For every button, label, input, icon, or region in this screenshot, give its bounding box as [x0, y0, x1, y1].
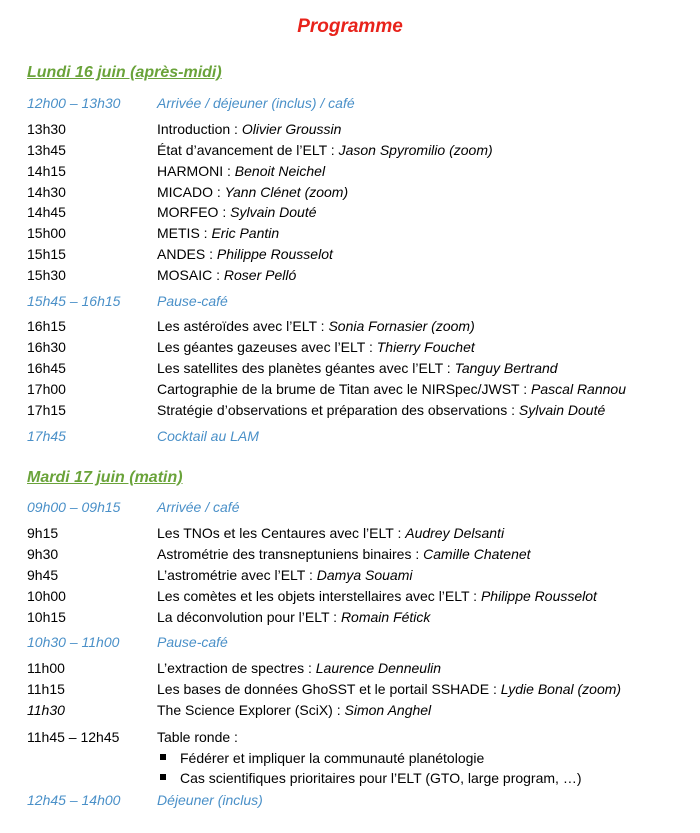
row-title: Cocktail au LAM [157, 428, 259, 444]
row-time: 10h15 [27, 609, 66, 625]
row-title: Les géantes gazeuses avec l’ELT : [157, 339, 377, 355]
row-speaker: Romain Fétick [340, 609, 431, 625]
row-description [157, 523, 504, 543]
row-time: 12h45 – 14h00 [27, 792, 121, 808]
bullet-icon [160, 754, 166, 760]
row-speaker: Sonia Fornasier (zoom) [328, 318, 475, 334]
row-speaker: Yann Clénet (zoom) [224, 184, 349, 200]
day-heading: Mardi 17 juin (matin) [27, 469, 183, 486]
row-title: MORFEO : [157, 204, 231, 220]
row-description [157, 223, 279, 243]
row-description [157, 291, 228, 311]
bullet-icon [160, 774, 166, 780]
row-speaker: Simon Anghel [344, 702, 432, 718]
row-title: Les comètes et les objets interstellaires avec l’ELT : [157, 588, 481, 604]
bullet-item [160, 768, 581, 788]
row-time: 17h45 [27, 428, 66, 444]
row-speaker: Sylvain Douté [230, 204, 317, 220]
row-time: 15h45 – 16h15 [27, 293, 121, 309]
row-title: Pause-café [157, 634, 228, 650]
row-title: HARMONI : [157, 163, 235, 179]
row-title: MICADO : [157, 184, 225, 200]
row-description [157, 244, 333, 264]
row-description [157, 658, 441, 678]
row-title: Les astéroïdes avec l’ELT : [157, 318, 329, 334]
row-title: MOSAIC : [157, 267, 224, 283]
row-speaker: Damya Souami [316, 567, 413, 583]
row-time: 11h45 – 12h45 [27, 729, 120, 745]
row-description [157, 400, 605, 420]
row-time: 14h15 [27, 163, 66, 179]
row-description [157, 379, 626, 399]
row-description [157, 119, 341, 139]
row-time: 10h00 [27, 588, 66, 604]
row-time: 10h30 – 11h00 [27, 634, 120, 650]
row-description [157, 358, 558, 378]
row-description [157, 182, 348, 202]
row-description [157, 565, 412, 585]
row-title: Cartographie de la brume de Titan avec le NIRSpec/JWST : [157, 381, 532, 397]
row-title: Arrivée / café [157, 499, 240, 515]
row-time: 9h15 [27, 525, 59, 541]
row-speaker: Philippe Rousselot [216, 246, 333, 262]
row-time: 17h15 [27, 402, 66, 418]
row-speaker: Sylvain Douté [518, 402, 606, 418]
row-description [157, 607, 430, 627]
row-title: Déjeuner (inclus) [157, 792, 263, 808]
row-speaker: Olivier Groussin [241, 121, 342, 137]
row-description [157, 586, 597, 606]
row-title: METIS : [157, 225, 212, 241]
row-description [157, 161, 325, 181]
row-speaker: Thierry Fouchet [376, 339, 475, 355]
row-time: 16h30 [27, 339, 66, 355]
row-title: Astrométrie des transneptuniens binaires : [157, 546, 424, 562]
row-speaker: Jason Spyromilio (zoom) [338, 142, 493, 158]
row-title: Stratégie d’observations et préparation des observations : [157, 402, 519, 418]
row-speaker: Philippe Rousselot [480, 588, 597, 604]
row-time: 16h45 [27, 360, 66, 376]
row-title: L’extraction de spectres : [157, 660, 316, 676]
row-description [157, 497, 239, 517]
row-speaker: Roser Pelló [223, 267, 297, 283]
row-title: Les satellites des planètes géantes avec l’ELT : [157, 360, 455, 376]
row-description [157, 265, 296, 285]
row-time: 9h30 [27, 546, 59, 562]
row-title: ANDES : [157, 246, 217, 262]
row-time: 11h15 [27, 681, 65, 697]
row-title: The Science Explorer (SciX) : [157, 702, 345, 718]
row-speaker: Camille Chatenet [423, 546, 531, 562]
row-speaker: Eric Pantin [211, 225, 280, 241]
row-title: Arrivée / déjeuner (inclus) / café [157, 95, 355, 111]
row-time: 17h00 [27, 381, 66, 397]
row-speaker: Pascal Rannou [531, 381, 626, 397]
bullet-text: Fédérer et impliquer la communauté planétologie [180, 750, 485, 766]
row-description [157, 727, 238, 747]
row-speaker: Tanguy Bertrand [454, 360, 558, 376]
row-description [157, 632, 228, 652]
row-description [157, 202, 317, 222]
row-speaker: Audrey Delsanti [405, 525, 505, 541]
bullet-item [160, 748, 484, 768]
row-time: 13h45 [27, 142, 66, 158]
row-description [157, 316, 475, 336]
row-title: Pause-café [157, 293, 228, 309]
row-description [157, 140, 493, 160]
row-description [157, 337, 475, 357]
row-title: Les bases de données GhoSST et le portail SSHADE : [157, 681, 501, 697]
row-time: 15h00 [27, 225, 66, 241]
row-description [157, 679, 621, 699]
day-heading: Lundi 16 juin (après-midi) [27, 64, 222, 81]
row-title: État d’avancement de l’ELT : [157, 142, 339, 158]
row-speaker: Lydie Bonal (zoom) [500, 681, 622, 697]
row-description [157, 426, 259, 446]
row-time: 9h45 [27, 567, 59, 583]
row-time: 14h30 [27, 184, 66, 200]
row-time: 11h30 [27, 702, 65, 718]
row-speaker: Laurence Denneulin [315, 660, 442, 676]
bullet-text: Cas scientifiques prioritaires pour l’ELT (GTO, large program, …) [180, 770, 582, 786]
row-description [157, 93, 355, 113]
row-speaker: Benoit Neichel [234, 163, 326, 179]
row-time: 14h45 [27, 204, 66, 220]
row-time: 15h15 [27, 246, 66, 262]
row-description [157, 790, 263, 810]
row-time: 12h00 – 13h30 [27, 95, 121, 111]
row-time: 11h00 [27, 660, 65, 676]
row-description [157, 544, 531, 564]
row-time: 09h00 – 09h15 [27, 499, 121, 515]
row-time: 16h15 [27, 318, 66, 334]
row-title: L’astrométrie avec l’ELT : [157, 567, 317, 583]
page-title: Programme [297, 16, 403, 37]
row-time: 13h30 [27, 121, 66, 137]
row-title: Introduction : [157, 121, 242, 137]
row-description [157, 700, 431, 720]
row-title: La déconvolution pour l’ELT : [157, 609, 341, 625]
row-time: 15h30 [27, 267, 66, 283]
row-title: Les TNOs et les Centaures avec l’ELT : [157, 525, 406, 541]
row-title: Table ronde : [157, 729, 238, 745]
